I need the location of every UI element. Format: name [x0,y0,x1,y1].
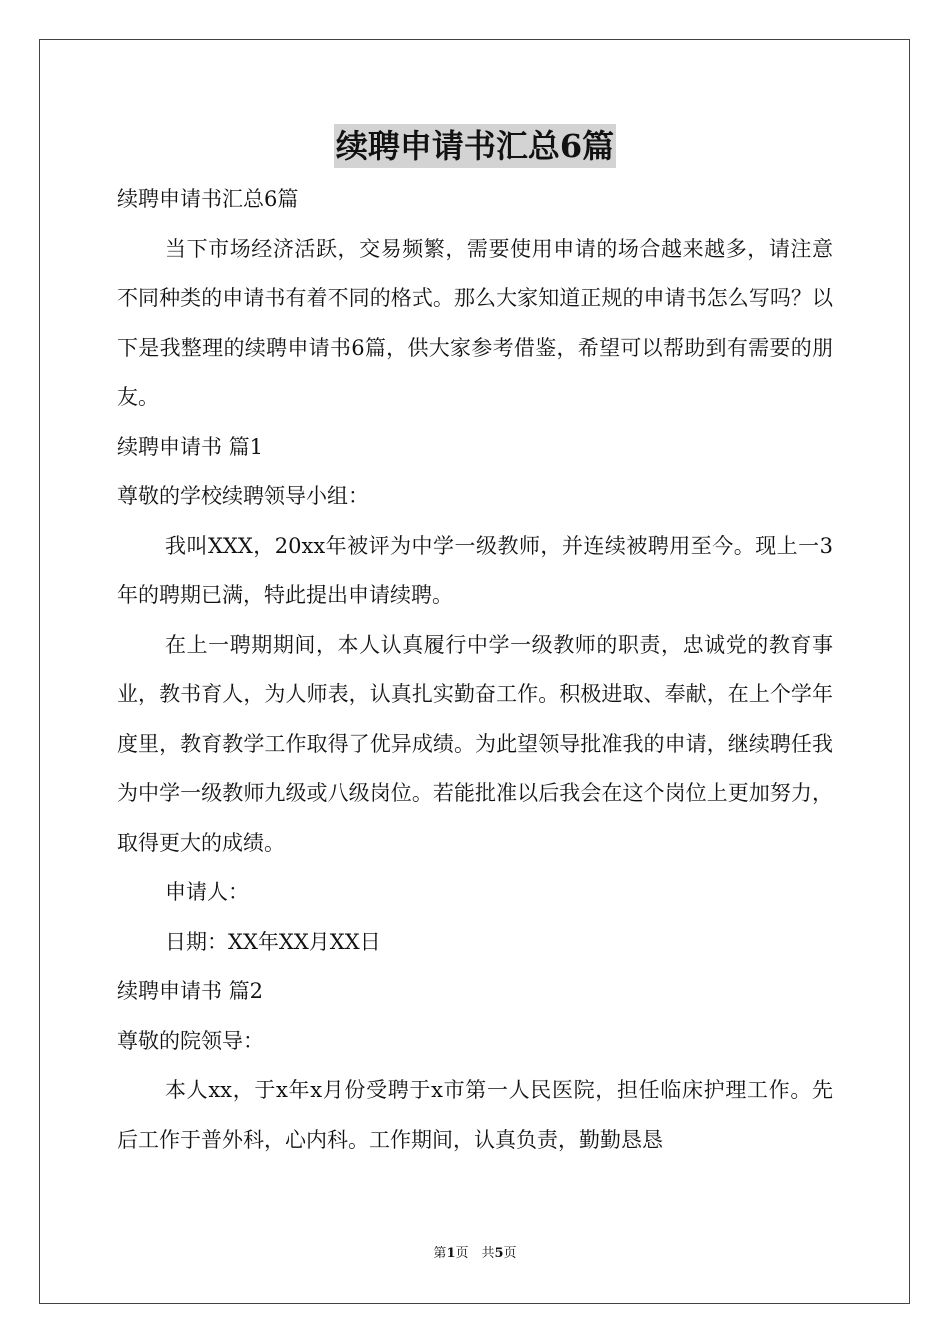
document-body [117,175,833,1165]
paragraph: 当下市场经济活跃，交易频繁，需要使用申请的场合越来越多，请注意不同种类的申请书有着不同的格式。那么大家知道正规的申请书怎么写吗？以下是我整理的续聘申请书6篇，供大家参考借鉴，希望可以帮助到有需要的朋友。 [117,236,833,409]
footer-total-pages: 5 [494,1246,504,1261]
applicant-line: 申请人： [165,880,249,904]
footer-current-page: 1 [446,1246,456,1261]
footer-middle: 页 共 [455,1246,495,1261]
page-footer [0,1245,950,1263]
document-title: 续聘申请书汇总6篇 [334,124,616,168]
paragraph: 续聘申请书汇总6篇 [117,187,299,211]
paragraph: 我叫XXX，20xx年被评为中学一级教师，并连续被聘用至今。现上一3年的聘期已满，特此提出申请续聘。 [117,533,833,607]
footer-suffix: 页 [503,1246,517,1261]
section-heading: 续聘申请书 篇1 [117,434,264,459]
section-heading: 续聘申请书 篇2 [117,979,264,1003]
date-line: 日期：XX年XX月XX日 [165,929,381,954]
paragraph: 在上一聘期期间，本人认真履行中学一级教师的职责，忠诚党的教育事业，教书育人，为人师表，认真扎实勤奋工作。积极进取、奉献，在上个学年度里，教育教学工作取得了优异成绩。为此望领导批准我的申请，继续聘任我为中学一级教师九级或八级岗位。若能批准以后我会在这个岗位上更加努力，取得更大的成绩。 [117,632,833,855]
footer-prefix: 第 [433,1246,447,1261]
salutation: 尊敬的院领导： [117,1028,264,1053]
paragraph: 本人xx，于x年x月份受聘于x市第一人民医院，担任临床护理工作。先后工作于普外科，心内科。工作期间，认真负责，勤勤恳恳 [117,1078,833,1152]
salutation: 尊敬的学校续聘领导小组： [117,484,369,508]
title-wrap [0,124,950,168]
